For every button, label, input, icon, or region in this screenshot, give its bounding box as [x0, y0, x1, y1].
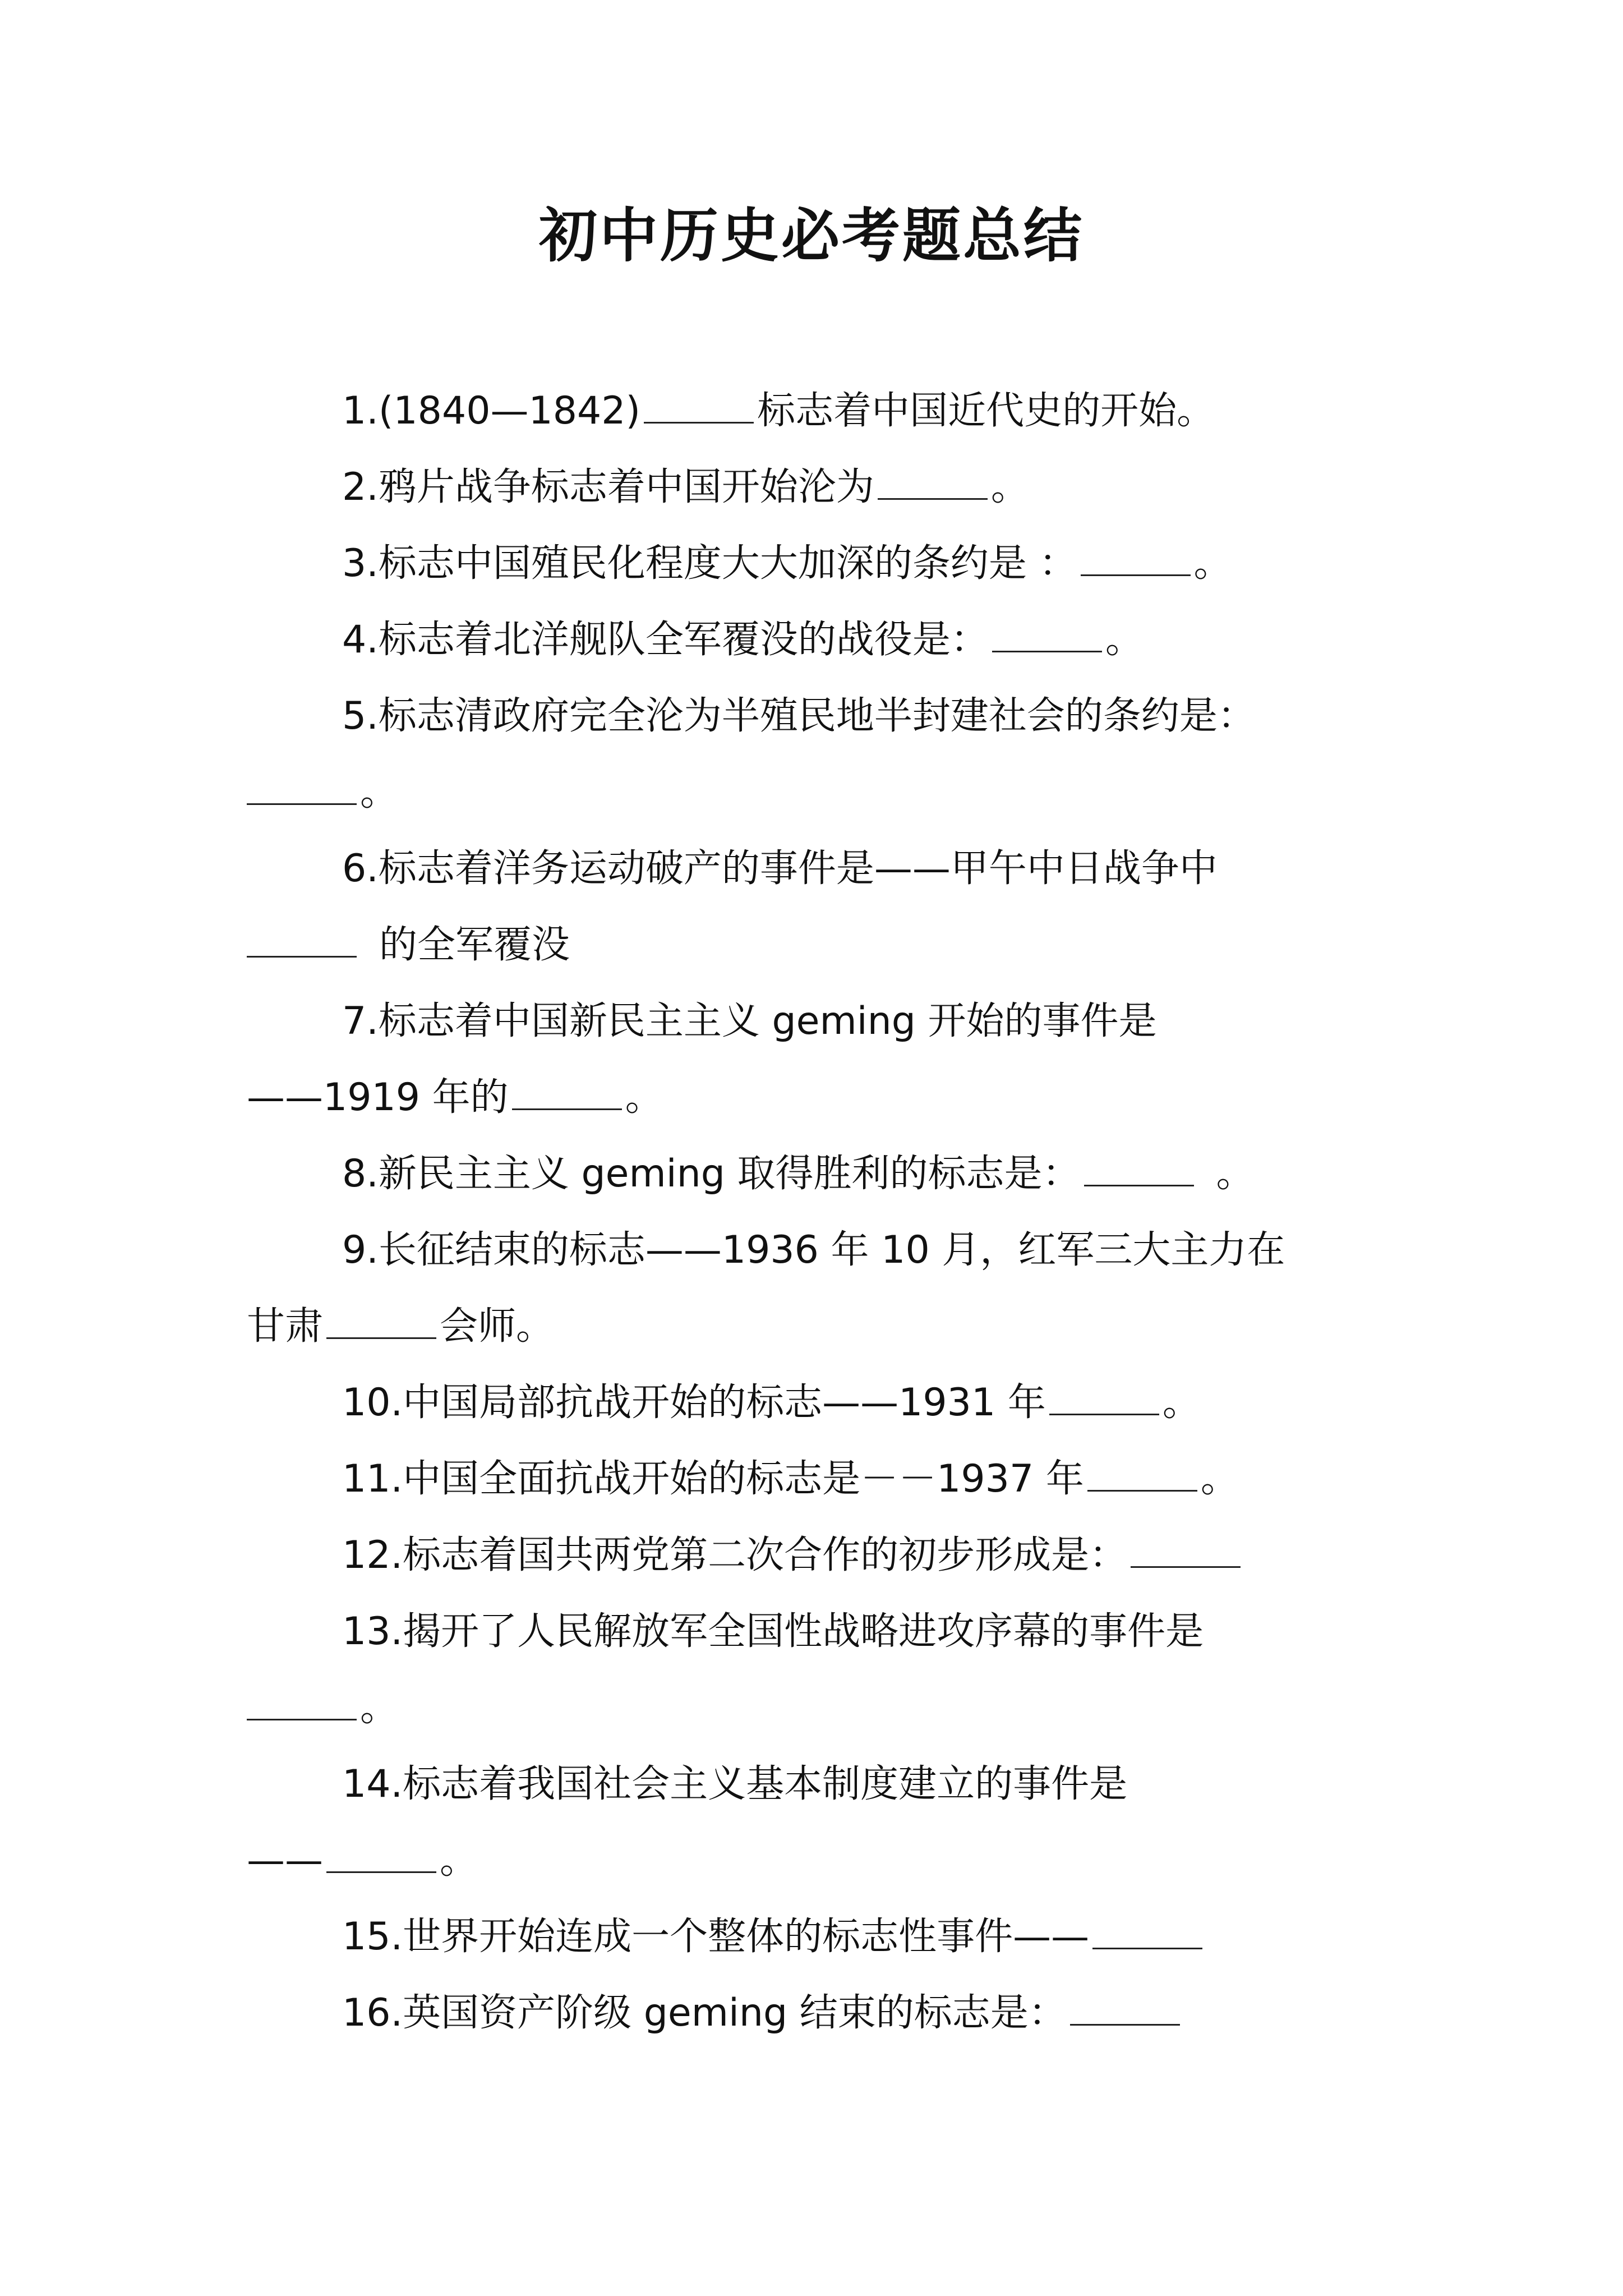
answer-blank[interactable]: [1070, 1989, 1180, 2026]
answer-blank[interactable]: [878, 463, 988, 500]
question-number: 13.: [342, 1609, 403, 1654]
question-text: 标志着国共两党第二次合作的初步形成是：: [403, 1533, 1128, 1577]
question-number: 4.: [342, 618, 379, 662]
answer-blank[interactable]: [1049, 1379, 1159, 1415]
question-7: [247, 983, 1391, 1060]
question-16: [247, 1975, 1391, 2051]
question-text-after: 的全军覆没: [379, 923, 570, 967]
answer-blank[interactable]: [326, 1837, 436, 1873]
question-text: 中国局部抗战开始的标志——1931 年: [403, 1381, 1046, 1425]
question-number: 15.: [342, 1915, 403, 1959]
question-13-line-2: [247, 1670, 1391, 1746]
question-3: [247, 526, 1391, 602]
question-text: 中国全面抗战开始的标志是－－1937 年: [403, 1457, 1084, 1501]
question-text: (1840—1842): [378, 389, 641, 433]
question-text-after: 。: [1200, 1457, 1239, 1501]
question-14: [247, 1746, 1391, 1823]
question-number: 2.: [342, 465, 379, 509]
answer-blank[interactable]: [1087, 1455, 1197, 1492]
question-text: 标志着北洋舰队全军覆没的战役是：: [378, 618, 989, 662]
question-text: 标志清政府完全沦为半殖民地半封建社会的条约是：: [378, 694, 1256, 738]
question-text-after: 标志着中国近代史的开始。: [757, 389, 1215, 433]
question-number: 7.: [342, 999, 379, 1043]
question-4: [247, 602, 1391, 678]
question-11: [247, 1441, 1391, 1517]
answer-blank[interactable]: [247, 921, 357, 958]
question-text-after: 会师。: [440, 1304, 555, 1349]
question-5-line-2: [247, 754, 1391, 831]
question-text-after: 。: [1162, 1381, 1201, 1425]
question-text: 揭开了人民解放军全国性战略进攻序幕的事件是: [403, 1609, 1204, 1654]
answer-blank[interactable]: [1081, 540, 1191, 576]
question-text: 标志着中国新民主主义 geming 开始的事件是: [378, 999, 1157, 1043]
question-number: 1.: [342, 389, 379, 433]
question-number: 5.: [342, 694, 379, 738]
question-10: [247, 1365, 1391, 1441]
question-number: 12.: [342, 1533, 403, 1577]
question-15: [247, 1899, 1391, 1975]
question-number: 9.: [342, 1228, 379, 1272]
question-text: 鸦片战争标志着中国开始沦为: [378, 465, 874, 509]
answer-blank[interactable]: [512, 1074, 622, 1110]
answer-blank[interactable]: [247, 769, 357, 805]
question-7-line-2: [247, 1060, 1391, 1136]
question-2: [247, 449, 1391, 526]
question-text: 长征结束的标志——1936 年 10 月，红军三大主力在: [378, 1228, 1285, 1272]
answer-blank[interactable]: [644, 387, 754, 424]
question-text-after: 。: [360, 1686, 399, 1730]
question-5: [247, 678, 1391, 754]
question-number: 11.: [342, 1457, 403, 1501]
question-text-after: 。: [1216, 1152, 1255, 1196]
question-text-after: 。: [1193, 541, 1232, 586]
question-text-after: 。: [990, 465, 1029, 509]
page-title: 初中历史必考题总结: [538, 201, 1084, 270]
question-8: [247, 1136, 1391, 1212]
question-text-after: 。: [1105, 618, 1144, 662]
question-text-after: 。: [440, 1838, 478, 1883]
question-text: 英国资产阶级 geming 结束的标志是：: [403, 1991, 1067, 2035]
question-number: 3.: [342, 541, 379, 586]
question-text-after: 。: [360, 770, 399, 815]
question-text-line-2: 甘肃: [247, 1304, 324, 1349]
question-text: 世界开始连成一个整体的标志性事件——: [403, 1915, 1090, 1959]
question-13: [247, 1594, 1391, 1670]
question-6: [247, 831, 1391, 907]
question-14-line-2: [247, 1823, 1391, 1899]
answer-blank[interactable]: [247, 1684, 357, 1720]
answer-blank[interactable]: [1084, 1150, 1194, 1186]
question-text-line-2: ——1919 年的: [247, 1075, 509, 1120]
answer-blank[interactable]: [992, 616, 1102, 652]
question-text: 新民主主义 geming 取得胜利的标志是：: [378, 1152, 1081, 1196]
question-text-line-2: ——: [247, 1838, 323, 1883]
answer-blank[interactable]: [326, 1303, 436, 1339]
question-number: 16.: [342, 1991, 403, 2035]
question-number: 6.: [342, 846, 379, 891]
question-text-after: 。: [625, 1075, 663, 1120]
question-9: [247, 1212, 1391, 1289]
answer-blank[interactable]: [1092, 1913, 1202, 1949]
question-12: [247, 1517, 1391, 1594]
question-1: [247, 373, 1391, 449]
question-number: 8.: [342, 1152, 379, 1196]
question-text: 标志着洋务运动破产的事件是——甲午中日战争中: [378, 846, 1218, 891]
question-6-line-2: [247, 907, 1391, 983]
question-text: 标志着我国社会主义基本制度建立的事件是: [403, 1762, 1128, 1806]
question-text: 标志中国殖民化程度大大加深的条约是 ：: [378, 541, 1077, 586]
answer-blank[interactable]: [1131, 1531, 1241, 1568]
question-number: 10.: [342, 1381, 403, 1425]
question-number: 14.: [342, 1762, 403, 1806]
question-9-line-2: [247, 1289, 1391, 1365]
